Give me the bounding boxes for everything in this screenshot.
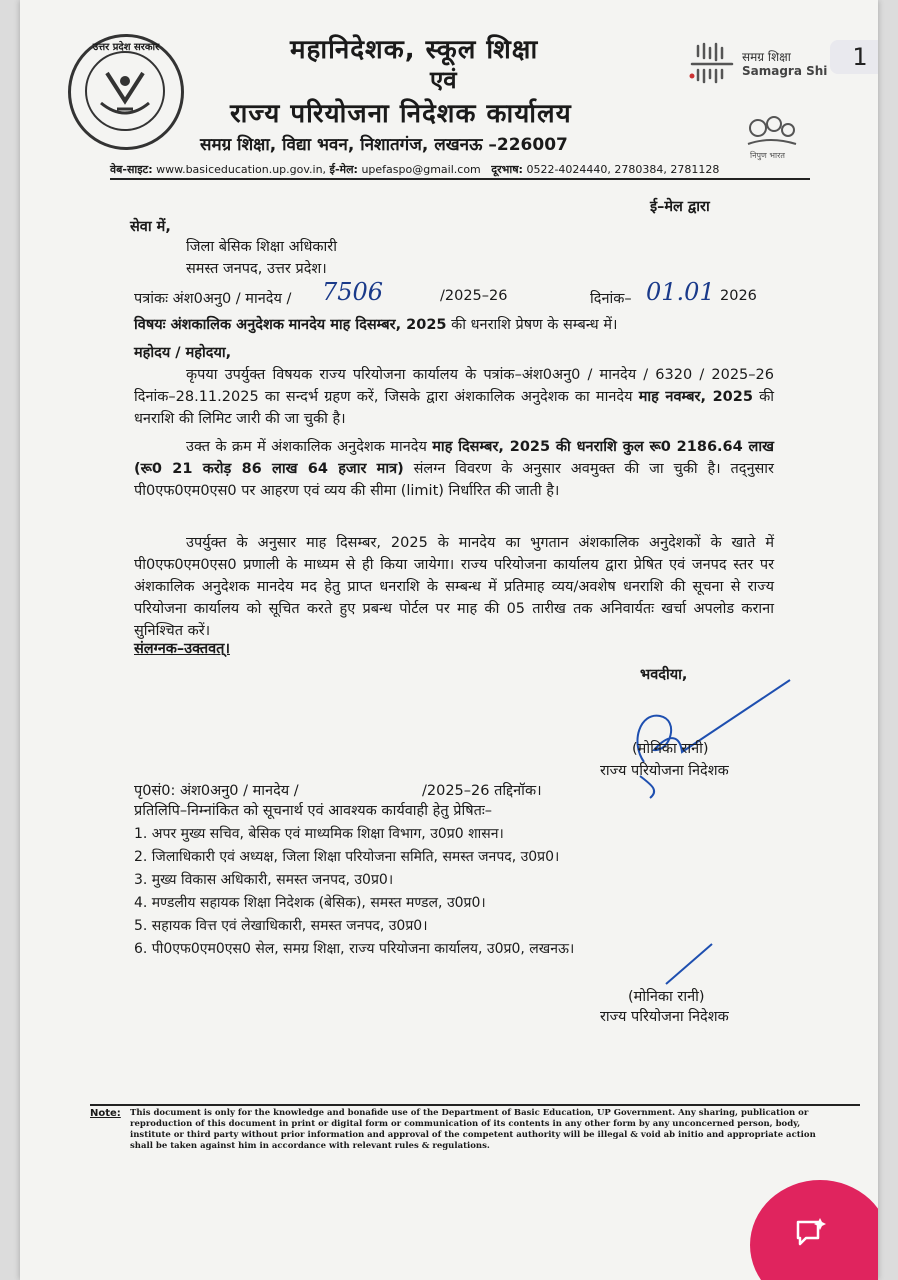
samagra-hindi-label: समग्र शिक्षा <box>742 50 791 64</box>
nipun-bharat-logo-icon <box>740 110 800 150</box>
nipun-label: निपुण भारत <box>750 151 785 160</box>
date-year: 2026 <box>720 288 757 304</box>
date-handwritten: 01.01 <box>646 278 715 306</box>
copy-item: 1. अपर मुख्य सचिव, बेसिक एवं माध्यमिक शिक्षा विभाग, उ0प्र0 शासन। <box>134 826 504 842</box>
ref-year: /2025–26 <box>440 288 508 304</box>
paragraph-2-text-b: संलग्न विवरण के अनुसार अवमुक्त की जा चुकी है। तद्नुसार पी0एफ0एम0एस0 पर आहरण एवं व्यय की सीमा (limit) निर्धारित की जाती है। <box>134 461 774 499</box>
copy-intro: प्रतिलिपि–निम्नांकित को सूचनार्थ एवं आवश्यक कार्यवाही हेतु प्रेषितः– <box>134 803 493 819</box>
email[interactable]: upefaspo@gmail.com <box>361 163 481 176</box>
header-line1: महानिदेशक, स्कूल शिक्षा <box>290 35 539 65</box>
page-number-badge: 1 <box>830 40 878 74</box>
paragraph-1-bold: माह नवम्बर, 2025 <box>638 389 753 405</box>
copy-item: 2. जिलाधिकारी एवं अध्यक्ष, जिला शिक्षा परियोजना समिति, समस्त जनपद, उ0प्र0। <box>134 849 560 865</box>
ref-label: पत्रांकः अंश0अनु0 / मानदेय / <box>134 291 292 307</box>
subject-bold: मानदेय माह दिसम्बर, 2025 <box>288 317 447 333</box>
seal-text: उत्तर प्रदेश सरकार <box>92 42 160 53</box>
subject-suffix: की धनराशि प्रेषण के सम्बन्ध में। <box>451 317 618 333</box>
copy-item: 6. पी0एफ0एम0एस0 सेल, समग्र शिक्षा, राज्य परियोजना कार्यालय, उ0प्र0, लखनऊ। <box>134 941 575 957</box>
header-address: समग्र शिक्षा, विद्या भवन, निशातगंज, लखनऊ –226007 <box>200 135 568 155</box>
signature-2-icon <box>660 940 720 990</box>
phone-label: दूरभाष: <box>491 163 523 176</box>
chat-sparkle-icon <box>794 1216 828 1250</box>
copy-ref-tail: /2025–26 तद्दिनॉक। <box>422 783 542 799</box>
document-page <box>20 0 878 1280</box>
phone: 0522-4024440, 2780384, 2781128 <box>526 163 720 176</box>
up-government-seal <box>68 34 184 150</box>
copy-signatory-name: (मोनिका रानी) <box>628 989 705 1005</box>
paragraph-2 <box>134 436 774 502</box>
paragraph-1 <box>134 364 774 430</box>
header-divider <box>110 178 810 180</box>
paragraph-3: उपर्युक्त के अनुसार माह दिसम्बर, 2025 के मानदेय का भुगतान अंशकालिक अनुदेशकों के खाते में पी0एफ0एम0एस0 प्रणाली के माध्यम से ही किया जायेगा। राज्य परियोजना कार्यालय द्वारा प्रेषित एवं जनपद स्तर पर अंशकालिक अनुदेशक मानदेय मद हेतु प्राप्त धनराशि के सम्बन्ध में प्रतिमाह व्यय/अवशेष धनराशि की सूचना से राज्य परियोजना कार्यालय को सूचित करते हुए प्रबन्ध पोर्टल पर माह की 05 तारीख तक अनिवार्यतः खर्चा अपलोड कराना सुनिश्चित करें। <box>134 535 774 639</box>
copy-item: 5. सहायक वित्त एवं लेखाधिकारी, समस्त जनपद, उ0प्र0। <box>134 918 428 934</box>
paragraph-2-bold: माह दिसम्बर, 2025 की धनराशि कुल रू0 2186.64 लाख (रू0 21 करोड़ 86 लाख 64 हजार मात्र) <box>134 439 774 477</box>
copy-ref: पृ0सं0: अंश0अनु0 / मानदेय / <box>134 783 299 799</box>
contact-line <box>110 162 719 177</box>
date-label: दिनांक– <box>590 291 632 307</box>
note-divider <box>90 1104 860 1106</box>
signatory-name: (मोनिका रानी) <box>632 741 709 757</box>
salutation: महोदय / महोदया, <box>134 345 232 361</box>
signatory-title: राज्य परियोजना निदेशक <box>600 763 729 779</box>
to-line2: समस्त जनपद, उत्तर प्रदेश। <box>186 261 327 277</box>
copy-item: 3. मुख्य विकास अधिकारी, समस्त जनपद, उ0प्र0। <box>134 872 394 888</box>
copy-signatory-title: राज्य परियोजना निदेशक <box>600 1009 729 1025</box>
paragraph-1-end: की धनराशि की लिमिट जारी की जा चुकी है। <box>134 389 775 427</box>
seal-emblem-icon <box>85 51 165 131</box>
website-label: वेब-साइट: <box>110 163 153 176</box>
signature-1-icon <box>610 672 800 802</box>
to-label: सेवा में, <box>130 219 171 235</box>
header-line2: एवं <box>430 66 457 94</box>
to-line1: जिला बेसिक शिक्षा अधिकारी <box>186 239 337 255</box>
note-label: Note: <box>90 1108 121 1119</box>
floating-action-button[interactable] <box>750 1180 878 1280</box>
paragraph-2-text-a: उक्त के क्रम में अंशकालिक अनुदेशक मानदेय <box>186 439 427 455</box>
via-email: ई–मेल द्वारा <box>650 199 710 215</box>
paragraph-1-text: कृपया उपर्युक्त विषयक राज्य परियोजना कार्यालय के पत्रांक–अंश0अनु0 / मानदेय / 6320 / 2025–26 दिनांक–28.11.2025 का सन्दर्भ ग्रहण करें, जिसके द्वारा अंशकालिक अनुदेशक का मानदेय <box>134 367 774 405</box>
website[interactable]: www.basiceducation.up.gov.in, <box>156 163 327 176</box>
email-label: ई-मेल: <box>329 163 358 176</box>
copy-item: 4. मण्डलीय सहायक शिक्षा निदेशक (बेसिक), समस्त मण्डल, उ0प्र0। <box>134 895 486 911</box>
subject-line <box>134 314 618 334</box>
closing: भवदीया, <box>640 667 688 683</box>
subject-prefix: विषयः अंशकालिक अनुदेशक <box>134 317 285 333</box>
ref-number-handwritten: 7506 <box>322 278 384 306</box>
note-text: This document is only for the knowledge and bonafide use of the Department of Basic Education, UP Government. Any sharing, publication or reproduction of this document in print or digital form or communication of its contents in any other form by any unconcerned person, body, institute or third party without prior information and approval of the competent authority will be illegal & void ab initio and appropriate action shall be taken against him in accordance with relevant rules & regulations. <box>130 1108 816 1151</box>
enclosure: संलग्नक–उक्तवत्। <box>134 641 230 657</box>
samagra-shiksha-logo-icon <box>688 42 738 84</box>
header-line3: राज्य परियोजना निदेशक कार्यालय <box>230 99 572 129</box>
samagra-english-label: Samagra Shi <box>742 64 828 78</box>
